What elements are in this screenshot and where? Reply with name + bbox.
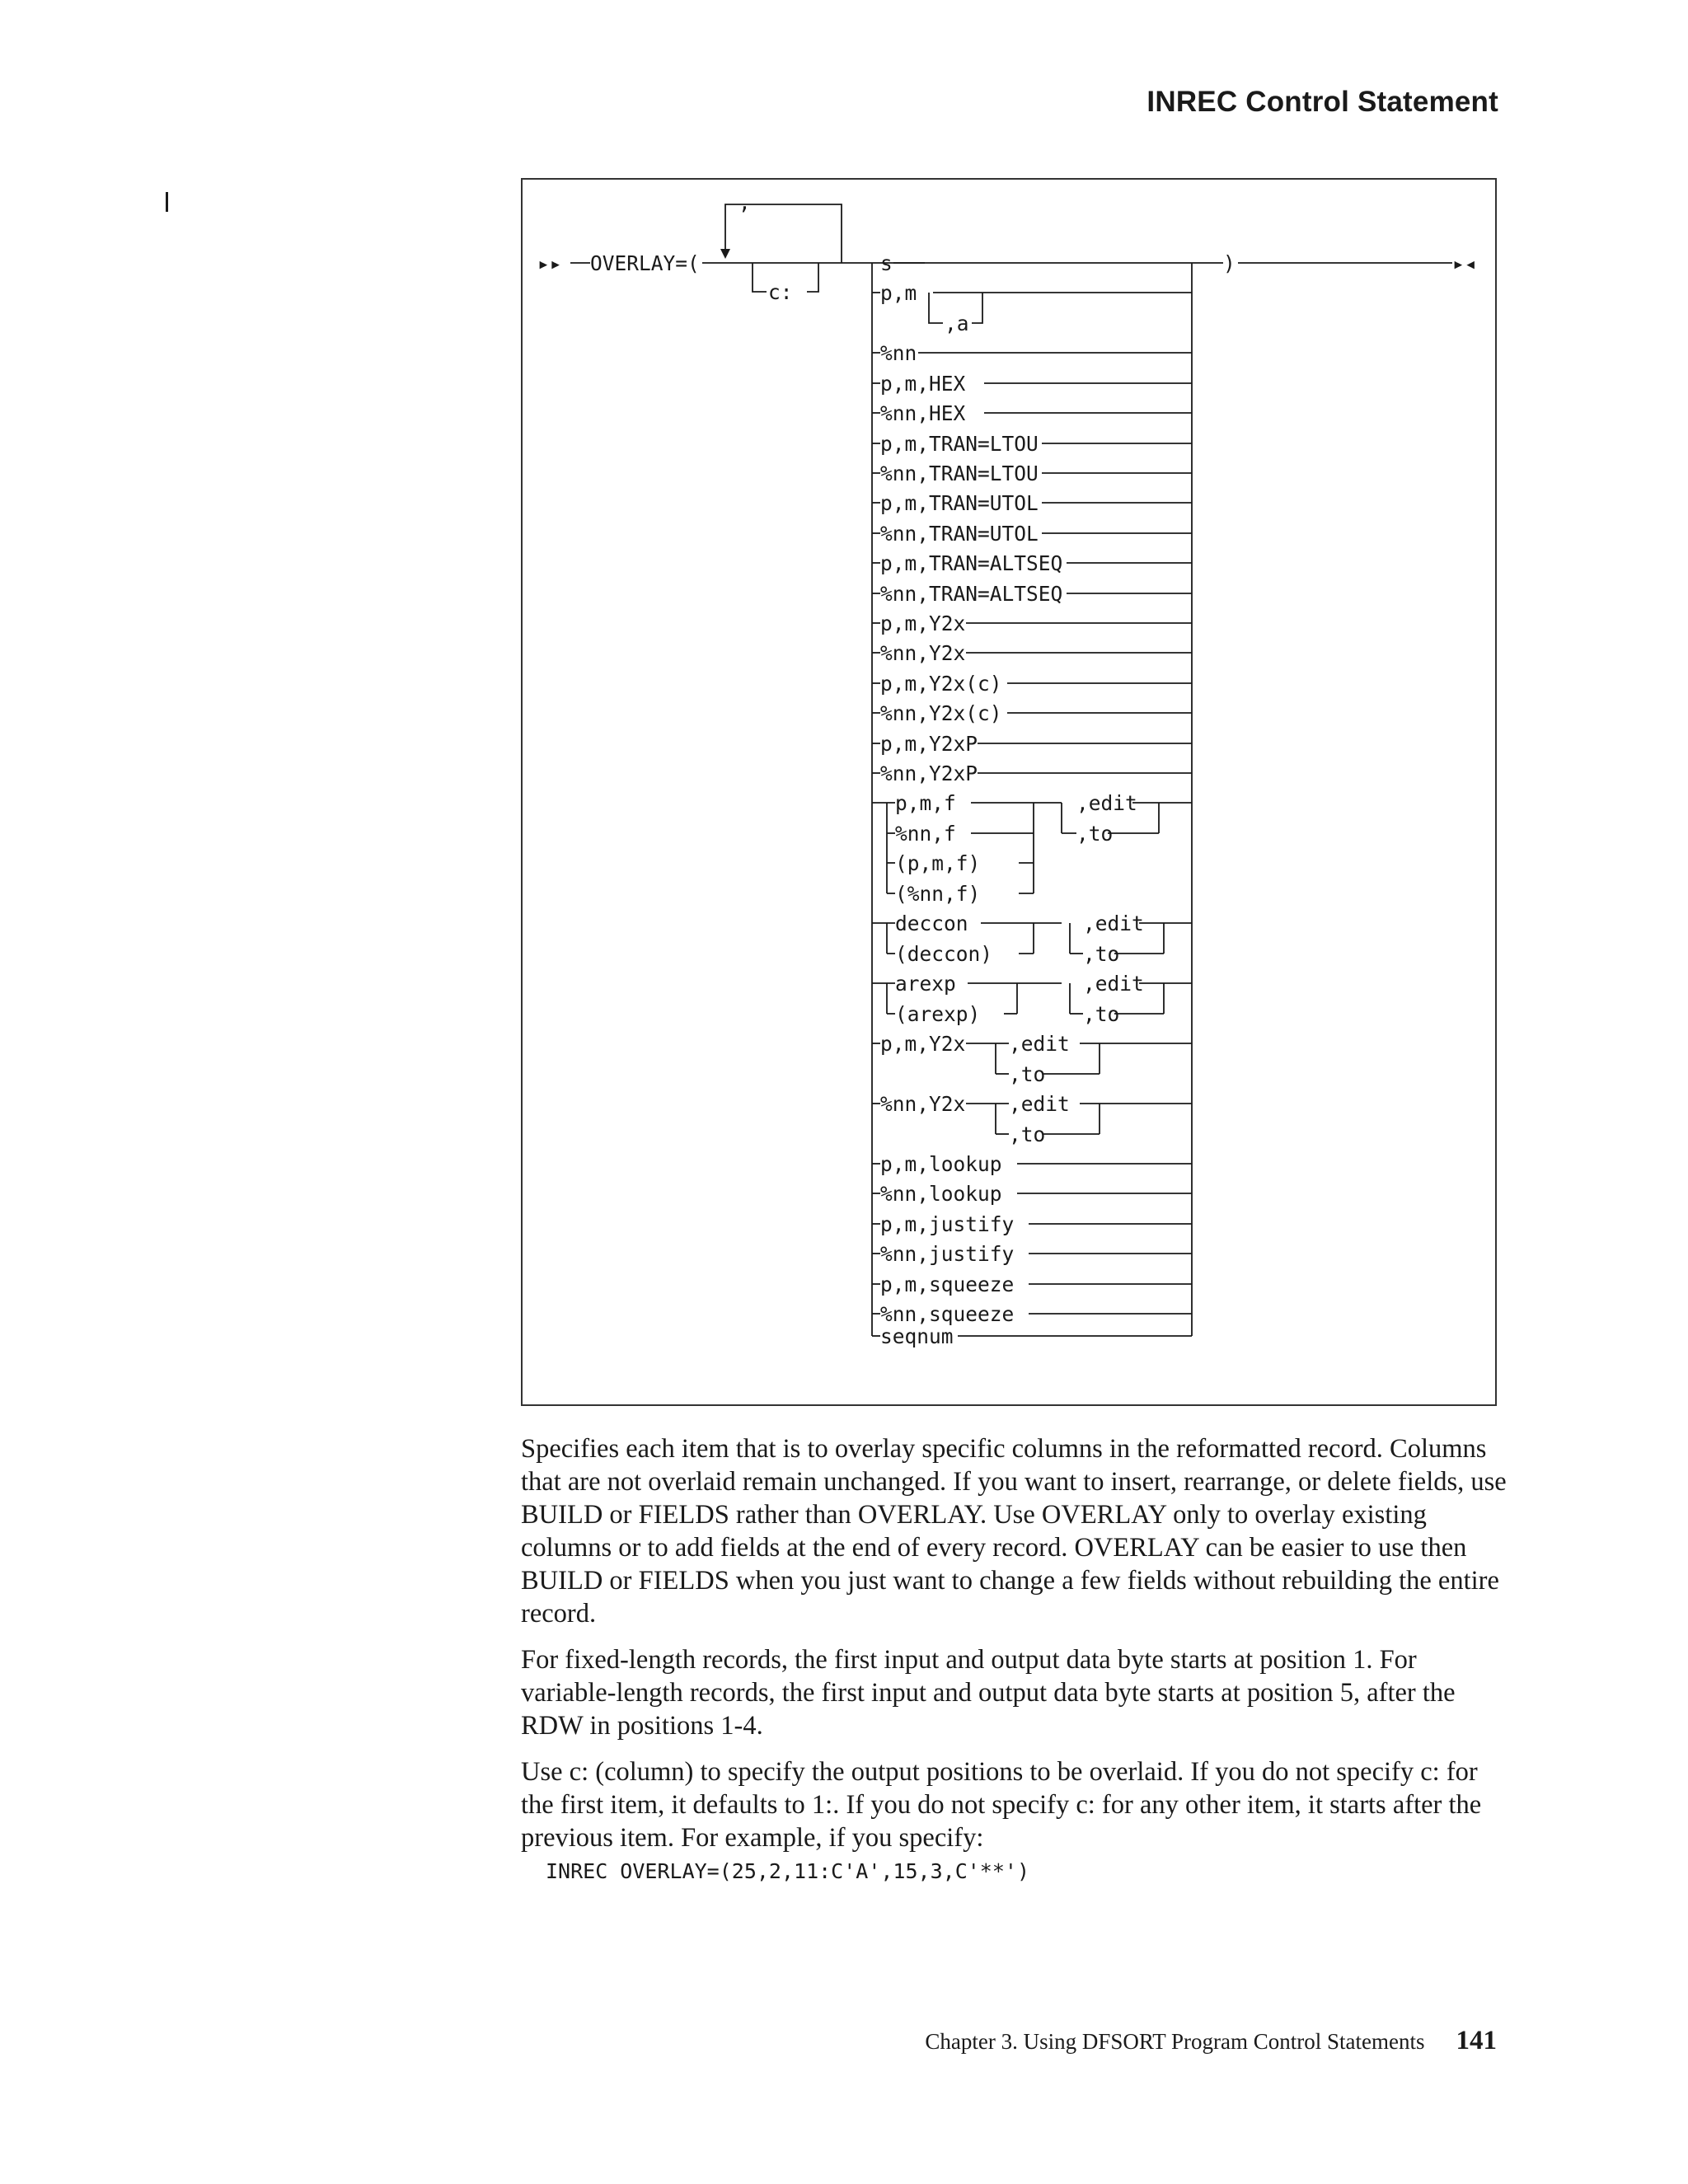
diagram-item: p,m,TRAN=ALTSEQ <box>880 551 1063 575</box>
diagram-end-symbol: ▸◂ <box>1452 251 1477 275</box>
diagram-item-list <box>872 251 1192 1348</box>
diagram-item: (%nn,f) <box>895 882 981 906</box>
diagram-item: arexp <box>895 972 956 996</box>
diagram-item: %nn <box>880 341 917 365</box>
diagram-item: p,m,Y2x <box>880 1032 966 1056</box>
diagram-item: %nn,TRAN=ALTSEQ <box>880 582 1063 606</box>
diagram-item: p,m,Y2xP <box>880 732 978 756</box>
diagram-item: ,edit <box>1009 1032 1070 1056</box>
code-example: INREC OVERLAY=(25,2,11:C'A',15,3,C'**') <box>546 1859 1029 1883</box>
diagram-item: (arexp) <box>895 1002 981 1026</box>
close-paren: ) <box>1223 251 1236 275</box>
diagram-item: %nn,f <box>895 822 956 846</box>
diagram-item: ,to <box>1009 1122 1046 1146</box>
diagram-item: ,a <box>945 312 969 335</box>
footer-chapter-title: Chapter 3. Using DFSORT Program Control Statements <box>925 2029 1425 2054</box>
diagram-item: %nn,squeeze <box>880 1302 1015 1326</box>
diagram-item: ,edit <box>1076 791 1137 815</box>
diagram-item: %nn,Y2x <box>880 1092 966 1116</box>
description-paragraph-3 <box>521 1755 1510 1854</box>
diagram-item: p,m,Y2x(c) <box>880 672 1002 696</box>
diagram-item: ,edit <box>1009 1092 1070 1116</box>
diagram-item: p,m,squeeze <box>880 1272 1015 1296</box>
diagram-item: (deccon) <box>895 942 993 966</box>
diagram-item: %nn,HEX <box>880 401 966 425</box>
diagram-item: seqnum <box>880 1324 954 1348</box>
diagram-item: ,to <box>1083 1002 1120 1026</box>
diagram-item: p,m,Y2x <box>880 612 966 635</box>
diagram-item: p,m,TRAN=UTOL <box>880 491 1039 515</box>
description-paragraph-2 <box>521 1643 1510 1742</box>
page-header-title: INREC Control Statement <box>1146 86 1498 118</box>
diagram-item: %nn,lookup <box>880 1182 1002 1206</box>
diagram-item: %nn,Y2xP <box>880 762 978 785</box>
diagram-keyword: OVERLAY=( <box>590 251 700 275</box>
repeat-separator: , <box>738 190 751 214</box>
diagram-item: %nn,justify <box>880 1242 1015 1266</box>
page-footer <box>925 2026 1497 2056</box>
diagram-item: %nn,TRAN=LTOU <box>880 462 1039 485</box>
diagram-item: ,to <box>1076 822 1114 846</box>
diagram-item: ,to <box>1009 1062 1046 1086</box>
diagram-item: %nn,Y2x <box>880 641 966 665</box>
syntax-diagram <box>521 178 1497 1406</box>
diagram-item: %nn,Y2x(c) <box>880 701 1002 725</box>
diagram-item: s <box>880 251 893 275</box>
diagram-item: p,m,lookup <box>880 1152 1002 1176</box>
diagram-item: p,m,HEX <box>880 372 966 396</box>
diagram-item: ,to <box>1083 942 1120 966</box>
syntax-diagram-svg <box>523 180 1498 1408</box>
diagram-item: p,m,TRAN=LTOU <box>880 432 1039 456</box>
diagram-item: %nn,TRAN=UTOL <box>880 522 1039 546</box>
diagram-start-symbol: ▸▸ <box>537 251 562 275</box>
paragraph-text: For fixed-length records, the first input and output data byte starts at position 1. For variable-length records, the first input and output data byte starts at position 5, after the RDW in positions 1-4. <box>521 1645 1456 1741</box>
diagram-item: ,edit <box>1083 912 1144 935</box>
diagram-item: p,m <box>880 281 917 305</box>
diagram-item: p,m,justify <box>880 1212 1015 1236</box>
paragraph-text: Specifies each item that is to overlay specific columns in the reformatted record. Columns that are not overlaid remain unchanged. If you want to insert, rearrange, or delete fields, use BUILD or FIELDS rather than OVERLAY. Use OVERLAY only to overlay existing columns or to add fields at the end of every record. OVERLAY can be easier to use then BUILD or FIELDS when you just want to change a few fields without rebuilding the entire record. <box>521 1434 1507 1629</box>
revision-change-bar <box>166 192 168 212</box>
description-paragraph-1 <box>521 1432 1510 1630</box>
paragraph-text: Use c: (column) to specify the output positions to be overlaid. If you do not specify c: for the first item, it defaults to 1:. If you do not specify c: for any other item, it starts after the previous item. For example, if you specify: <box>521 1757 1482 1853</box>
column-option: c: <box>768 280 793 304</box>
diagram-item: deccon <box>895 912 968 935</box>
diagram-item: p,m,f <box>895 791 956 815</box>
page-number: 141 <box>1456 2026 1497 2055</box>
diagram-item: (p,m,f) <box>895 851 981 875</box>
diagram-item: ,edit <box>1083 972 1144 996</box>
